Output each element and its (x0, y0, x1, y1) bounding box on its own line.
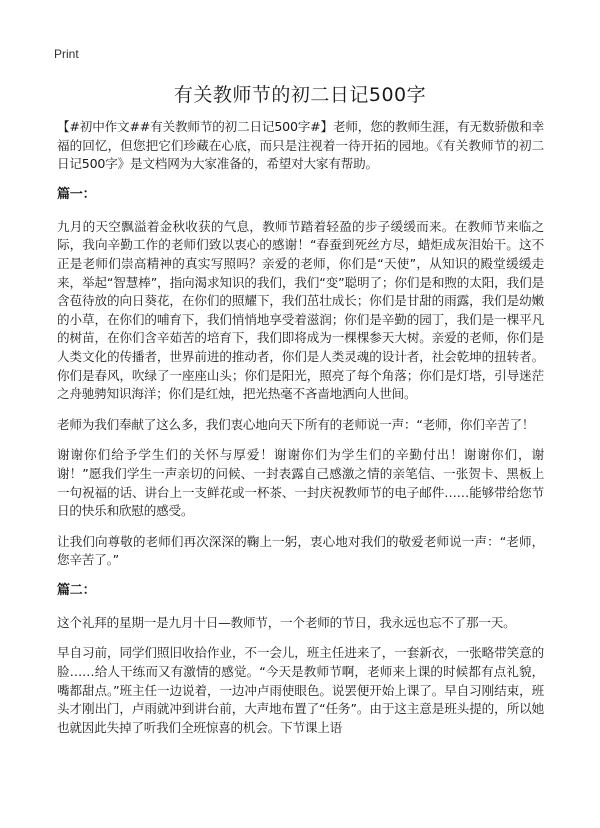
section-2-paragraph-1: 这个礼拜的星期一是九月十日—教师节，一个老师的节日，我永远也忘不了那一天。 (57, 614, 516, 630)
page-title: 有关教师节的初二日记500字 (173, 84, 427, 106)
section-1-paragraph-4: 让我们向尊敬的老师们再次深深的鞠上一躬，衷心地对我们的敬爱老师说一声：“老师，您辛苦了。” (57, 533, 544, 568)
article-body (57, 118, 544, 749)
section-1-paragraph-1: 九月的天空飘溢着金秋收获的气息，教师节踏着轻盈的步子缓缓而来。在教师节来临之际，我向辛勤工作的老师们致以衷心的感谢！“春蚕到死丝方尽，蜡炬成灰泪始干。这不正是老师们崇高精神的真实写照吗？亲爱的老师，你们是“天使”，从知识的殿堂缓缓走来，举起“智慧棒”，指向渴求知识的我们，我们“变”聪明了；你们是和煦的太阳，我们是含苞待放的向日葵花，在你们的照耀下，我们茁壮成长；你们是甘甜的雨露，我们是幼嫩的小草，在你们的哺育下，我们悄悄地享受着滋润；你们是辛勤的园丁，我们是一棵平凡的树苗，在你们含辛茹苦的培育下，我们即将成为一棵棵参天大树。亲爱的老师，你们是人类文化的传播者，世界前进的推动者，你们是人类灵魂的设计者，社会乾坤的扭转者。你们是春风，吹绿了一座座山头；你们是阳光，照亮了每个角落；你们是灯塔，引导迷茫之舟驰骋知识海洋；你们是红烛，把光热毫不吝啬地洒向人世间。 (57, 218, 544, 402)
section-1-paragraph-3: 谢谢你们给予学生们的关怀与厚爱！谢谢你们为学生们的辛勤付出！谢谢你们，谢谢！”愿我们学生一声亲切的问候、一封表露自己感激之情的亲笔信、一张贺卡、黑板上一句祝福的话、讲台上一支鲜花或一杯茶、一封庆祝教师节的电子邮件……能够带给您节日的快乐和欣慰的感受。 (57, 447, 544, 519)
section-heading-1: 篇一： (57, 186, 96, 202)
intro-paragraph: 【#初中作文##有关教师节的初二日记500字#】老师，您的教师生涯，有无数骄傲和幸福的回忆，但您把它们珍藏在心底，而只是注视着一待开拓的园地。《有关教师节的初二日记500字》是文档网为大家准备的，希望对大家有帮助。 (57, 119, 544, 172)
section-1-paragraph-2: 老师为我们奉献了这么多，我们衷心地向天下所有的老师说一声：“老师，你们辛苦了！ (57, 416, 535, 432)
section-heading-2: 篇二： (57, 582, 96, 598)
section-2-paragraph-2: 早自习前，同学们照旧收拾作业，不一会儿，班主任进来了，一套新衣，一张略带笑意的脸……给人干练而又有激情的感觉。“今天是教师节啊，老师来上课的时候都有点礼貌，嘴都甜点。”班主任一边说着，一边冲卢雨使眼色。说罢便开始上课了。早自习刚结束，班头才刚出门，卢雨就冲到讲台前，大声地布置了“任务”。由于这主意是班头提的，所以她也就因此失掉了听我们全班惊喜的机会。下节课上语 (57, 645, 544, 735)
print-link[interactable]: Print (54, 47, 79, 61)
